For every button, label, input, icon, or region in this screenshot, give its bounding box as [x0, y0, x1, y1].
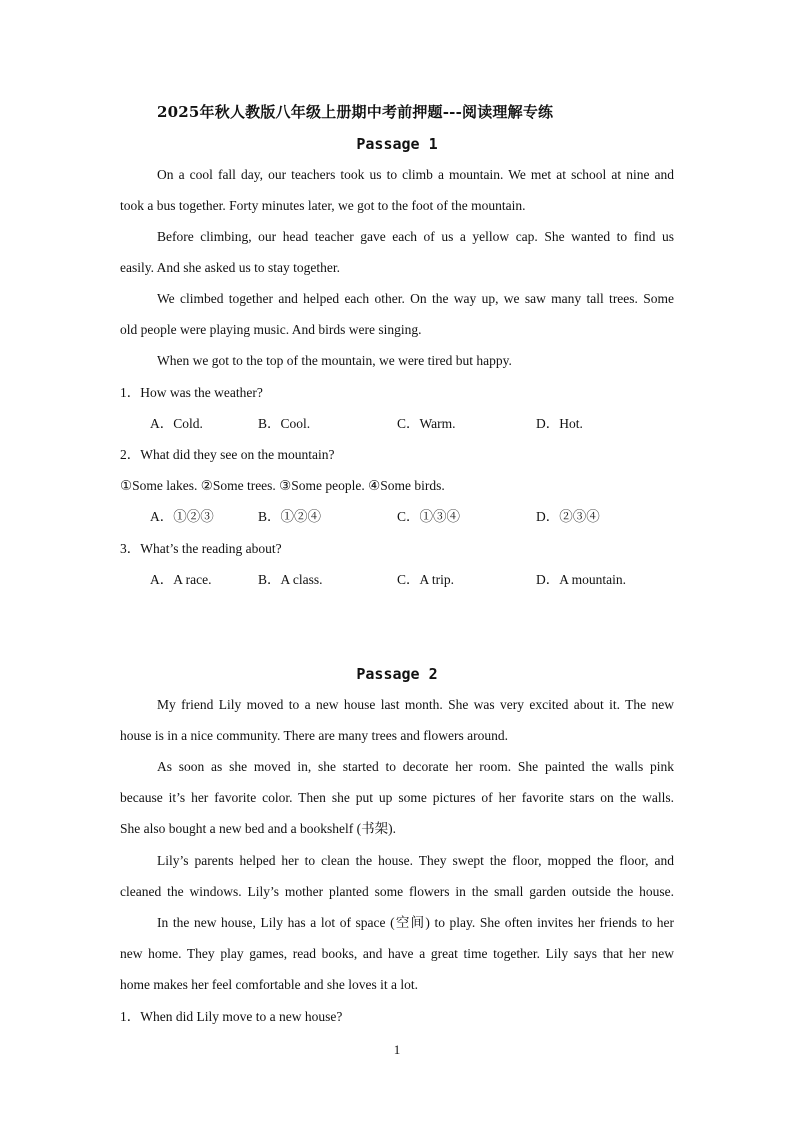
passage-2-paragraph-2-line-1: As soon as she moved in, she started to decorate her room. She painted the walls pink: [157, 759, 674, 774]
passage-1-q1-option-c: C．Warm.: [397, 416, 456, 431]
passage-1-paragraph-1-line-2: took a bus together. Forty minutes later, we got to the foot of the mountain.: [120, 198, 526, 213]
passage-1-q3-option-d: D．A mountain.: [536, 572, 626, 587]
passage-2-paragraph-4-line-3: home makes her feel comfortable and she loves it a lot.: [120, 977, 419, 992]
passage-1-q1-option-b: B．Cool.: [258, 416, 311, 431]
passage-1-paragraph-3-line-1: We climbed together and helped each other. On the way up, we saw many tall trees. Some: [157, 291, 674, 306]
passage-1-q2-choices: ①Some lakes. ②Some trees. ③Some people. ④Some birds.: [120, 478, 445, 493]
passage-2-paragraph-4-line-1: In the new house, Lily has a lot of space (空间) to play. She often invites her friends to her: [157, 915, 674, 930]
passage-1-paragraph-3-line-2: old people were playing music. And birds were singing.: [120, 322, 422, 337]
passage-2-paragraph-3-line-1: Lily’s parents helped her to clean the house. They swept the floor, mopped the floor, and: [157, 853, 674, 868]
passage-2-paragraph-3-line-2: cleaned the windows. Lily’s mother planted some flowers in the small garden outside the house.: [120, 884, 674, 899]
passage-1-question-1: 1．How was the weather?: [120, 385, 263, 400]
passage-1-q1-option-d: D．Hot.: [536, 416, 583, 431]
passage-1-paragraph-2-line-1: Before climbing, our head teacher gave each of us a yellow cap. She wanted to find us: [157, 229, 674, 244]
passage-1-paragraph-1-line-1: On a cool fall day, our teachers took us to climb a mountain. We met at school at nine and: [157, 167, 674, 182]
passage-2-heading: Passage 2: [356, 665, 438, 683]
document-title: 2025年秋人教版八年级上册期中考前押题---阅读理解专练: [157, 103, 554, 121]
passage-2-paragraph-4-line-2: new home. They play games, read books, and have a great time together. Lily says that her new: [120, 946, 674, 961]
passage-2-paragraph-1-line-1: My friend Lily moved to a new house last month. She was very excited about it. The new: [157, 697, 674, 712]
passage-1-q3-option-a: A．A race.: [150, 572, 212, 587]
passage-1-q1-option-a: A．Cold.: [150, 416, 203, 431]
passage-1-q3-option-c: C．A trip.: [397, 572, 455, 587]
page-number: 1: [393, 1042, 401, 1057]
passage-1-q2-option-a: A．①②③: [150, 509, 214, 524]
passage-2-paragraph-2-line-3: She also bought a new bed and a bookshelf (书架).: [120, 821, 396, 836]
passage-1-q2-option-b: B．①②④: [258, 509, 322, 524]
passage-1-q2-option-d: D．②③④: [536, 509, 600, 524]
passage-2-paragraph-2-line-2: because it’s her favorite color. Then she put up some pictures of her favorite stars on the walls.: [120, 790, 674, 805]
passage-1-question-3: 3．What’s the reading about?: [120, 541, 282, 556]
passage-1-heading: Passage 1: [356, 135, 438, 153]
passage-1-q2-option-c: C．①③④: [397, 509, 461, 524]
passage-1-paragraph-2-line-2: easily. And she asked us to stay together.: [120, 260, 340, 275]
passage-1-q3-option-b: B．A class.: [258, 572, 323, 587]
passage-1-paragraph-4-line-1: When we got to the top of the mountain, we were tired but happy.: [157, 353, 512, 368]
passage-1-question-2: 2．What did they see on the mountain?: [120, 447, 335, 462]
passage-2-paragraph-1-line-2: house is in a nice community. There are many trees and flowers around.: [120, 728, 508, 743]
passage-2-question-1: 1．When did Lily move to a new house?: [120, 1009, 343, 1024]
